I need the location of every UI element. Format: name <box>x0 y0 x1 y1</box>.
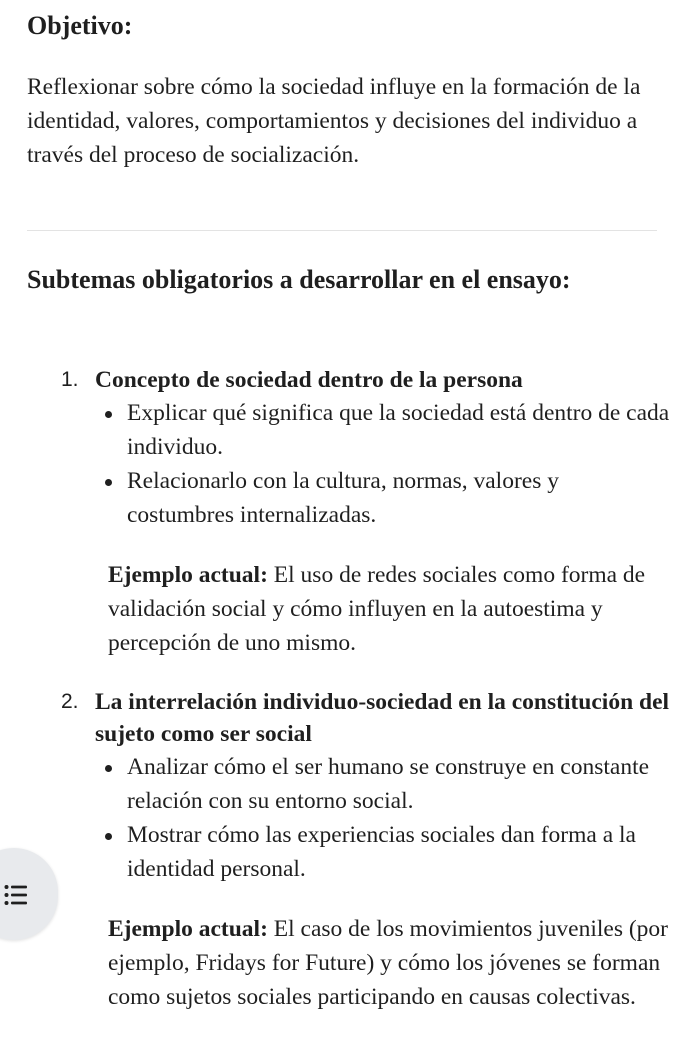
bullet-item <box>127 818 671 886</box>
bullet-text: Explicar qué significa que la sociedad está dentro de cada individuo. <box>127 400 670 460</box>
subtopic-bullet-list <box>61 750 671 886</box>
subtopic-number: 2. <box>61 690 79 713</box>
bullet-text: Analizar cómo el ser humano se construye en constante relación con su entorno social. <box>127 754 650 814</box>
subtopic-bullet-list <box>61 396 671 532</box>
table-of-contents-button[interactable] <box>0 848 58 940</box>
bullet-dot <box>105 833 112 840</box>
subtopic-item-1 <box>61 364 671 660</box>
subtopic-title: Concepto de sociedad dentro de la persona <box>95 367 523 393</box>
objective-heading: Objetivo: <box>27 11 133 40</box>
bullet-item <box>127 464 671 532</box>
subtopic-title: La interrelación individuo-sociedad en la constitución del sujeto como ser social <box>95 689 670 747</box>
example-text: El uso de redes sociales como forma de validación social y cómo influyen en la autoestima y percepción de uno mismo. <box>108 562 646 656</box>
example-paragraph <box>108 558 671 660</box>
list-icon <box>4 884 28 906</box>
example-label: Ejemplo actual: <box>108 562 268 588</box>
subtopic-number: 1. <box>61 368 79 391</box>
bullet-item <box>127 750 671 818</box>
bullet-text: Relacionarlo con la cultura, normas, valores y costumbres internalizadas. <box>127 468 559 528</box>
example-label: Ejemplo actual: <box>108 916 268 942</box>
example-paragraph <box>108 912 671 1014</box>
bullet-dot <box>105 411 112 418</box>
example-text: El caso de los movimientos juveniles (por ejemplo, Fridays for Future) y cómo los jóvenes se forman como sujetos sociales participando en causas colectivas. <box>108 916 669 1010</box>
bullet-item <box>127 396 671 464</box>
section-divider <box>27 230 657 231</box>
bullet-dot <box>105 765 112 772</box>
bullet-dot <box>105 479 112 486</box>
objective-text: Reflexionar sobre cómo la sociedad influye en la formación de la identidad, valores, comportamientos y decisiones del individuo a través del proceso de socialización. <box>27 74 641 168</box>
subtopics-heading: Subtemas obligatorios a desarrollar en el ensayo: <box>27 265 571 294</box>
bullet-text: Mostrar cómo las experiencias sociales dan forma a la identidad personal. <box>127 822 636 882</box>
subtopic-item-2 <box>61 686 671 1014</box>
